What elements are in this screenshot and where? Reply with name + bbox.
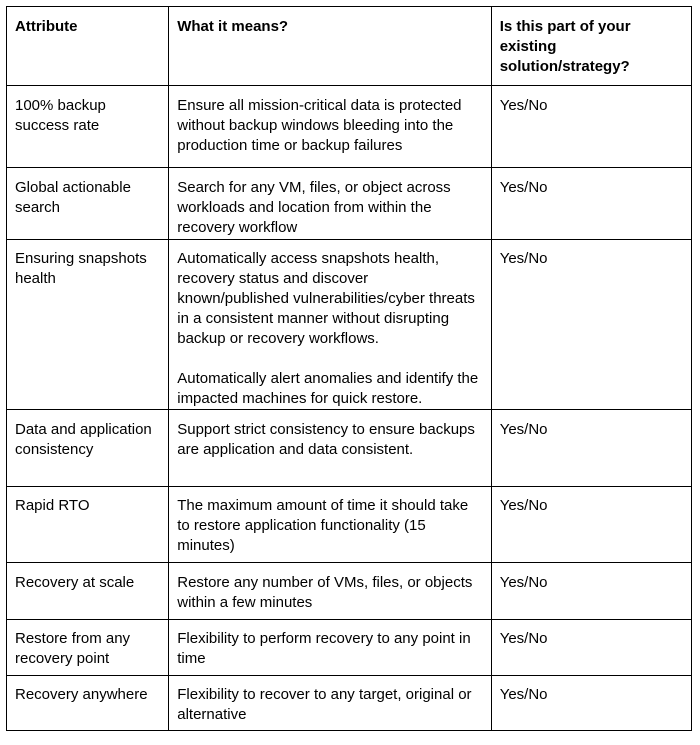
answer-cell: Yes/No xyxy=(491,563,691,620)
meaning-cell xyxy=(169,240,491,410)
table-row xyxy=(7,410,692,487)
table-row xyxy=(7,168,692,240)
attribute-cell: Recovery at scale xyxy=(7,563,169,620)
answer-cell: Yes/No xyxy=(491,240,691,410)
meaning-text: Automatically alert anomalies and identify the impacted machines for quick restore. xyxy=(177,370,479,407)
attribute-cell: Rapid RTO xyxy=(7,487,169,563)
header-part-of-strategy: Is this part of your existing solution/strategy? xyxy=(491,7,691,86)
meaning-text: Automatically access snapshots health, recovery status and discover known/published vulnerabilities/cyber threats in a consistent manner without disrupting backup or recovery workflows. xyxy=(177,250,475,347)
meaning-cell xyxy=(169,168,491,240)
meaning-cell xyxy=(169,86,491,168)
table-row xyxy=(7,676,692,731)
answer-cell: Yes/No xyxy=(491,487,691,563)
table-row xyxy=(7,620,692,676)
meaning-cell xyxy=(169,487,491,563)
meaning-text: Flexibility to perform recovery to any point in time xyxy=(177,630,471,667)
header-what-it-means: What it means? xyxy=(169,7,491,86)
meaning-text: Search for any VM, files, or object across workloads and location from within the recovery workflow xyxy=(177,179,451,236)
answer-cell: Yes/No xyxy=(491,168,691,240)
paragraph-gap xyxy=(177,349,482,369)
table-row xyxy=(7,86,692,168)
meaning-cell xyxy=(169,676,491,731)
attribute-cell: 100% backup success rate xyxy=(7,86,169,168)
attribute-cell: Recovery anywhere xyxy=(7,676,169,731)
header-attribute: Attribute xyxy=(7,7,169,86)
table-row xyxy=(7,240,692,410)
attribute-cell: Ensuring snapshots health xyxy=(7,240,169,410)
meaning-cell xyxy=(169,563,491,620)
attribute-cell: Restore from any recovery point xyxy=(7,620,169,676)
meaning-text: Restore any number of VMs, files, or objects within a few minutes xyxy=(177,574,473,611)
meaning-text: Ensure all mission-critical data is protected without backup windows bleeding into the production time or backup failures xyxy=(177,97,462,154)
answer-cell: Yes/No xyxy=(491,620,691,676)
attribute-cell: Data and application consistency xyxy=(7,410,169,487)
answer-cell: Yes/No xyxy=(491,86,691,168)
table-row xyxy=(7,487,692,563)
attributes-table xyxy=(6,6,692,731)
table-row xyxy=(7,563,692,620)
meaning-text: Support strict consistency to ensure backups are application and data consistent. xyxy=(177,421,475,458)
meaning-text: The maximum amount of time it should take to restore application functionality (15 minutes) xyxy=(177,497,469,554)
meaning-text: Flexibility to recover to any target, original or alternative xyxy=(177,686,472,723)
answer-cell: Yes/No xyxy=(491,676,691,731)
answer-cell: Yes/No xyxy=(491,410,691,487)
attribute-cell: Global actionable search xyxy=(7,168,169,240)
table-header-row xyxy=(7,7,692,86)
meaning-cell xyxy=(169,620,491,676)
meaning-cell xyxy=(169,410,491,487)
